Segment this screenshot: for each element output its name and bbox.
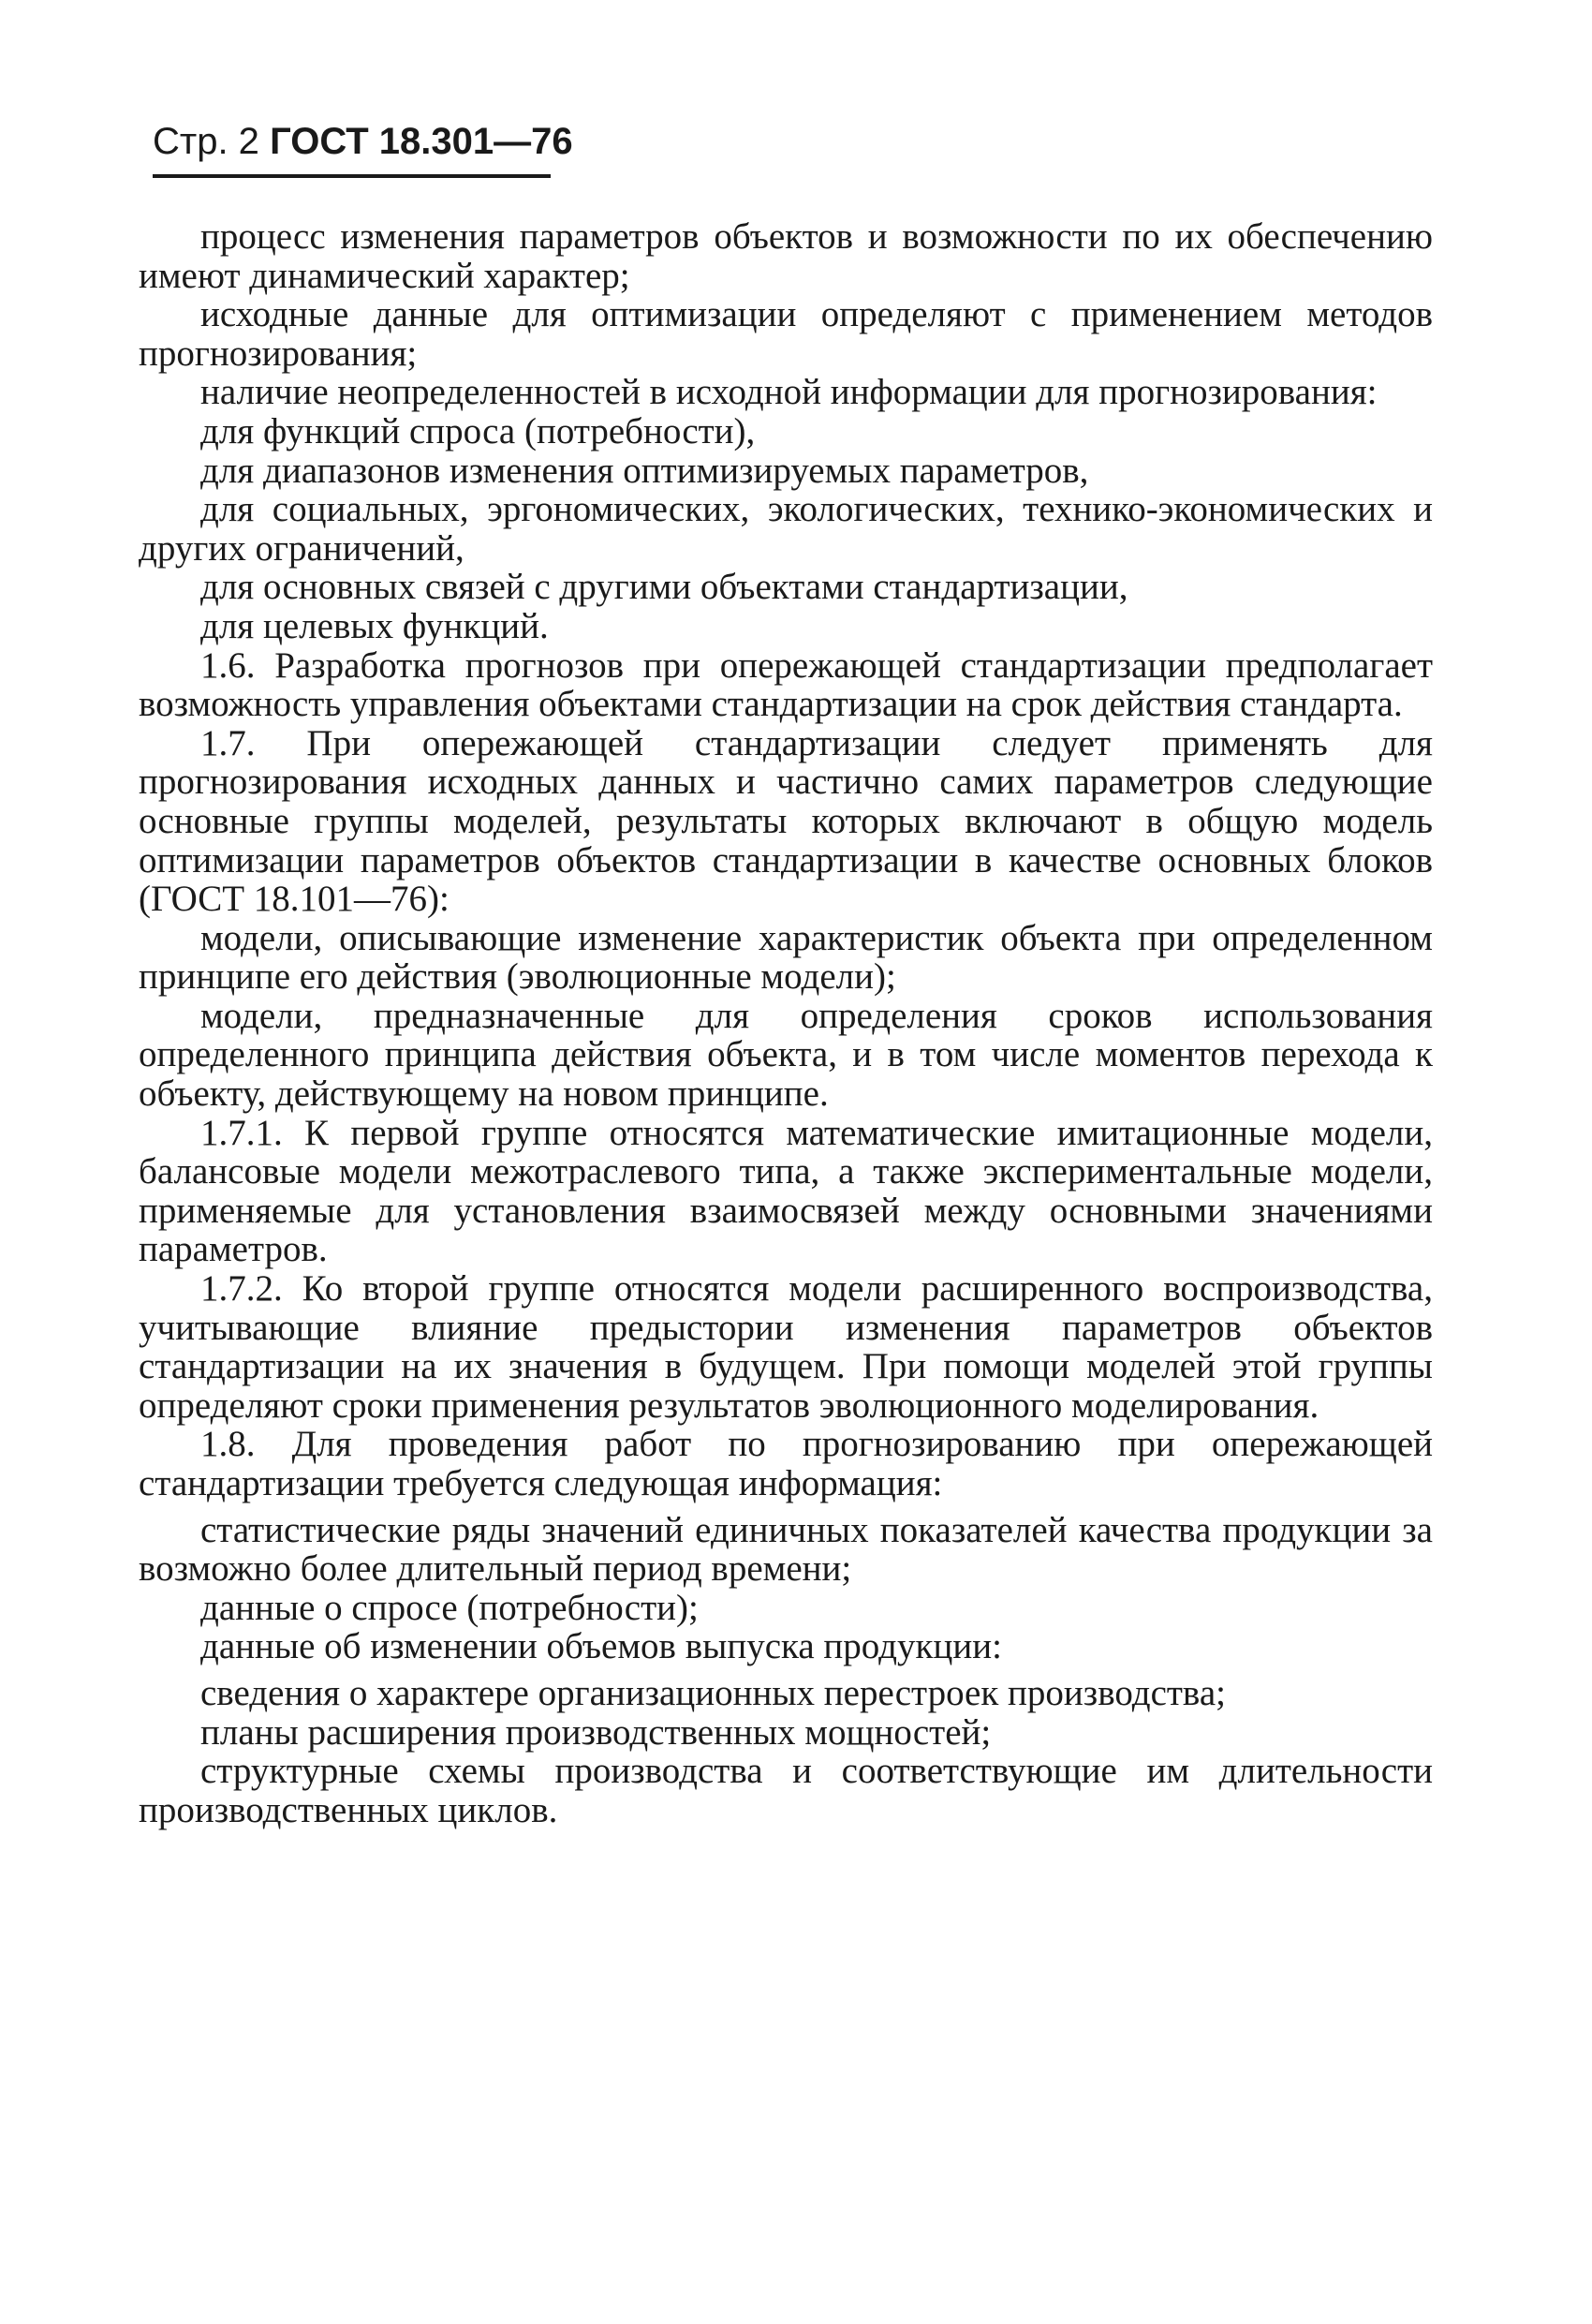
paragraph: статистические ряды значений единичных показателей качества продукции за возможно более длительный период времени; xyxy=(139,1509,1433,1590)
paragraph: модели, описывающие изменение характеристик объекта при определенном принципе его действия (эволюционные модели); xyxy=(139,917,1433,998)
paragraph: 1.7.1. К первой группе относятся математические имитационные модели, балансовые модели межотраслевого типа, а также экспериментальные модели, применяемые для установления взаимосвязей между основными значениями параметров. xyxy=(139,1112,1433,1270)
paragraph: наличие неопределенностей в исходной информации для прогнозирования: xyxy=(200,372,1378,413)
standard-designation: ГОСТ 18.301—76 xyxy=(270,121,573,162)
paragraph: для основных связей с другими объектами стандартизации, xyxy=(200,567,1128,608)
paragraph: для функций спроса (потребности), xyxy=(200,410,756,451)
paragraph: для целевых функций. xyxy=(200,605,549,646)
paragraph: данные о спросе (потребности); xyxy=(200,1587,699,1628)
paragraph: сведения о характере организационных перестроек производства; xyxy=(200,1672,1226,1713)
document-body xyxy=(139,217,1433,1829)
paragraph: модели, предназначенные для определения сроков использования определенного принципа действия объекта, и в том числе моментов перехода к объекту, действующему на новом принципе. xyxy=(139,995,1433,1115)
page-number: Стр. 2 xyxy=(153,121,259,162)
paragraph: структурные схемы производства и соответствующие им длительности производственных циклов. xyxy=(139,1751,1433,1830)
paragraph: для социальных, эргономических, экологических, технико-экономических и других ограничений, xyxy=(139,489,1433,569)
page-header xyxy=(153,118,573,165)
paragraph: для диапазонов изменения оптимизируемых параметров, xyxy=(200,450,1089,491)
paragraph: данные об изменении объемов выпуска продукции: xyxy=(200,1626,1002,1667)
paragraph: 1.6. Разработка прогнозов при опережающей стандартизации предполагает возможность управления объектами стандартизации на срок действия стандарта. xyxy=(139,644,1433,725)
header-rule xyxy=(153,174,551,178)
paragraph: планы расширения производственных мощностей; xyxy=(200,1711,992,1753)
paragraph: 1.8. Для проведения работ по прогнозированию при опережающей стандартизации требуется следующая информация: xyxy=(139,1424,1433,1503)
paragraph: процесс изменения параметров объектов и возможности по их обеспечению имеют динамический характер; xyxy=(139,216,1433,296)
paragraph: исходные данные для оптимизации определяют с применением методов прогнозирования; xyxy=(139,294,1433,374)
paragraph: 1.7. При опережающей стандартизации следует применять для прогнозирования исходных данных и частично самих параметров следующие основные группы моделей, результаты которых включают в общую модель оптимизации параметров объектов стандартизации в качестве основных блоков (ГОСТ 18.101—76): xyxy=(139,722,1433,920)
paragraph: 1.7.2. Ко второй группе относятся модели расширенного воспроизводства, учитывающие влияние предыстории изменения параметров объектов стандартизации на их значения в будущем. При помощи моделей этой группы определяют сроки применения результатов эволюционного моделирования. xyxy=(139,1268,1433,1426)
